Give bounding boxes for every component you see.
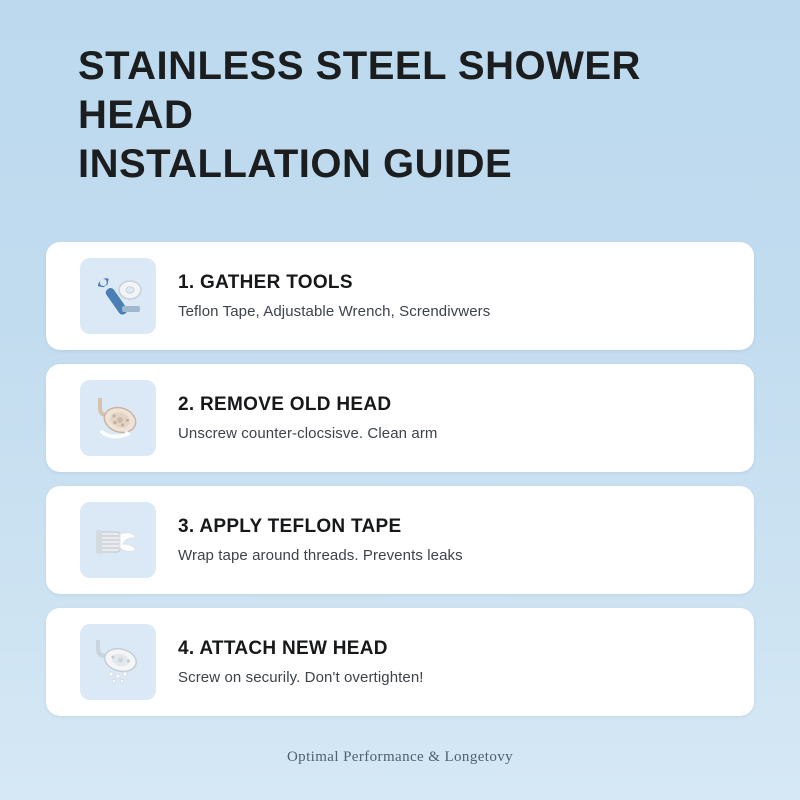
footer-text: Optimal Performance & Longetovy [286,749,514,765]
list-item [46,364,754,472]
list-item [46,608,754,716]
page-title [0,0,800,188]
wrench-and-tape-icon [80,258,156,334]
step-text [178,394,438,442]
steps-list [0,242,800,716]
title-line-2: INSTALLATION GUIDE [78,141,513,186]
step-description: Wrap tape around threads. Prevents leaks [178,547,463,565]
teflon-tape-thread-icon [80,502,156,578]
title-line-1: STAINLESS STEEL SHOWER HEAD [78,44,641,137]
step-description: Screw on securily. Don't overtighten! [178,669,424,687]
step-title: 2. REMOVE OLD HEAD [178,394,392,416]
step-description: Teflon Tape, Adjustable Wrench, Screndivwers [178,303,491,321]
list-item [46,242,754,350]
step-title: 1. GATHER TOOLS [178,272,353,294]
step-title: 3. APPLY TEFLON TAPE [178,516,402,538]
old-shower-head-icon [80,380,156,456]
new-shower-head-icon [80,624,156,700]
step-title: 4. ATTACH NEW HEAD [178,638,388,660]
step-text [178,638,424,686]
step-text [178,516,463,564]
list-item [46,486,754,594]
step-description: Unscrew counter-clocsisve. Clean arm [178,425,438,443]
step-text [178,272,490,320]
